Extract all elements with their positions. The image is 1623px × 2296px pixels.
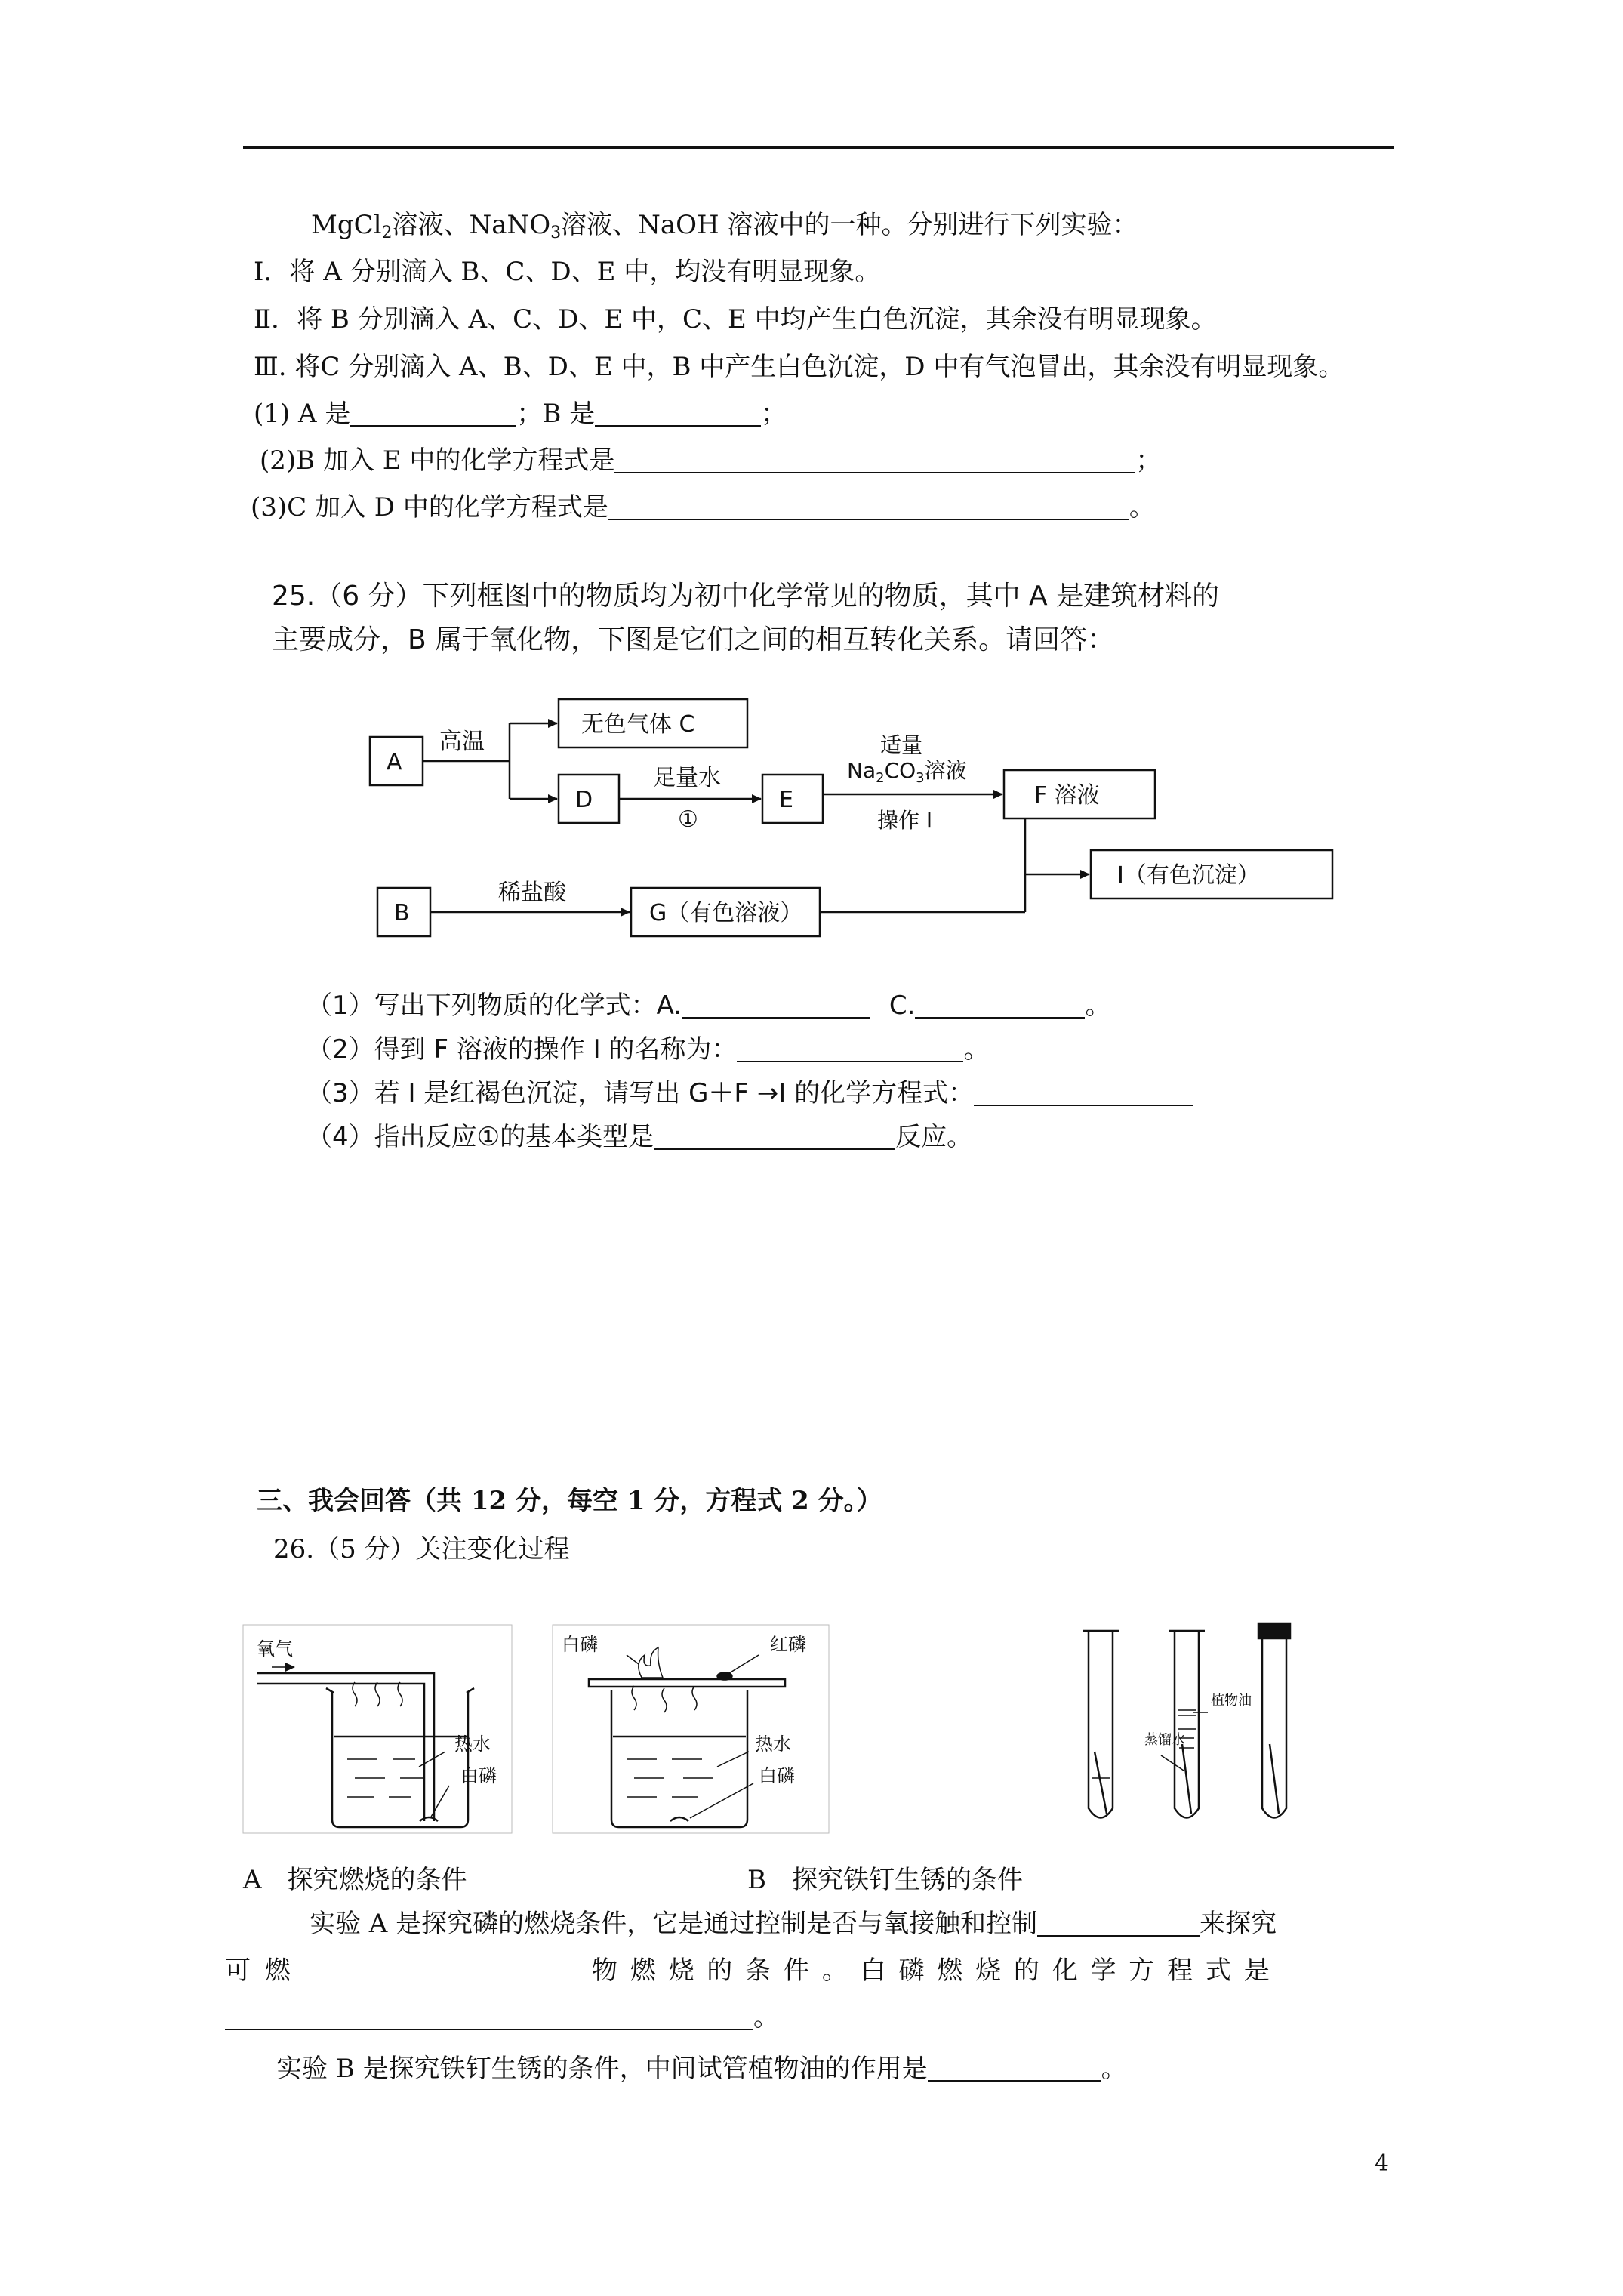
answer-blank-op1[interactable]	[737, 1037, 963, 1062]
label-white-phosphorus: 白磷	[460, 1765, 497, 1786]
q25-stem-line1: 25.（6 分）下列框图中的物质均为初中化学常见的物质，其中 A 是建筑材料的	[272, 581, 1220, 612]
label-op1: 操作 I	[877, 808, 933, 833]
answer-blank-eq-cd[interactable]	[608, 495, 1129, 520]
label-I: I（有色沉淀）	[1117, 862, 1260, 889]
label-white-phosphorus-b: 白磷	[759, 1765, 795, 1786]
answer-blank-eq-be[interactable]	[614, 448, 1135, 473]
label-red-phosphorus: 红磷	[770, 1634, 806, 1655]
figure-c-test-tubes	[1072, 1616, 1313, 1835]
answer-blank-A[interactable]	[682, 993, 870, 1019]
label-oxygen: 氧气	[257, 1638, 293, 1660]
caption-b: B 探究铁钉生锈的条件	[747, 1865, 1023, 1895]
label-acid: 稀盐酸	[498, 880, 566, 906]
label-high-temp: 高温	[439, 729, 485, 755]
q24-step1: Ⅰ．将 A 分别滴入 B、C、D、E 中，均没有明显现象。	[254, 257, 881, 287]
label-water: 足量水	[653, 765, 721, 791]
label-G: G（有色溶液）	[649, 900, 803, 926]
label-na2co3: $Na_2CO_3$溶液	[847, 758, 967, 786]
q25-sub3: （3）若 I 是红褐色沉淀，请写出 G＋F →I 的化学方程式：	[306, 1078, 1193, 1108]
answer-blank-eq-gf[interactable]	[974, 1080, 1193, 1106]
q26-para-1: 实验 A 是探究磷的燃烧条件，它是通过控制是否与氧接触和控制 来探究	[310, 1909, 1277, 1939]
q25-sub2: （2）得到 F 溶液的操作 I 的名称为： 。	[306, 1034, 990, 1065]
q26-para-2b: 物 燃 烧 的 条 件 。 白 磷 燃 烧 的 化 学 方 程 式 是	[592, 1955, 1272, 1986]
q26-para-4: 实验 B 是探究铁钉生锈的条件，中间试管植物油的作用是 。	[276, 2054, 1127, 2084]
figure-a-beaker	[242, 1623, 513, 1835]
label-na-top: 适量	[880, 732, 923, 757]
q24-part1: (1) A 是 ；B 是 ；	[254, 399, 787, 429]
figure-b-beaker	[551, 1623, 830, 1835]
label-distilled-water: 蒸馏水	[1144, 1732, 1185, 1748]
page-number: 4	[1374, 2150, 1389, 2177]
label-white-phosphorus-top: 白磷	[562, 1634, 598, 1655]
q24-intro: MgCl$_2$溶液、NaNO$_3$溶液、NaOH 溶液中的一种。分别进行下列实验：	[311, 210, 1138, 242]
answer-blank-white-p-equation[interactable]	[225, 2005, 753, 2030]
q26-para-3: 。	[225, 2002, 779, 2032]
answer-blank-reaction-type[interactable]	[654, 1124, 895, 1150]
caption-a: A 探究燃烧的条件	[243, 1865, 467, 1895]
label-plant-oil: 植物油	[1211, 1693, 1252, 1709]
q25-sub1: （1）写出下列物质的化学式：A. C. 。	[306, 991, 1111, 1021]
label-E: E	[779, 787, 793, 813]
q26-title: 26.（5 分）关注变化过程	[273, 1534, 570, 1564]
q26-para-2a: 可 燃	[225, 1955, 294, 1986]
answer-blank-a[interactable]	[350, 401, 516, 427]
q24-step2: Ⅱ．将 B 分别滴入 A、C、D、E 中，C、E 中均产生白色沉淀，其余没有明显现象。	[254, 304, 1217, 334]
q24-part2: (2)B 加入 E 中的化学方程式是 ；	[260, 445, 1162, 476]
label-B: B	[394, 900, 410, 926]
label-circle-1: ①	[678, 806, 698, 833]
section-3-heading: 三、我会回答（共 12 分，每空 1 分，方程式 2 分。）	[257, 1486, 882, 1516]
answer-blank-b[interactable]	[595, 401, 761, 427]
label-F: F 溶液	[1034, 782, 1100, 809]
q24-step3: Ⅲ. 将C 分别滴入 A、B、D、E 中，B 中产生白色沉淀，D 中有气泡冒出，其余没有明显现象。	[254, 352, 1344, 382]
label-hot-water-b: 热水	[755, 1734, 791, 1755]
answer-blank-oil-role[interactable]	[928, 2056, 1101, 2082]
q25-flow-diagram	[355, 680, 1351, 966]
label-D: D	[575, 787, 593, 813]
label-hot-water: 热水	[454, 1734, 491, 1755]
q25-stem-line2: 主要成分，B 属于氧化物，下图是它们之间的相互转化关系。请回答：	[272, 624, 1115, 655]
answer-blank-control[interactable]	[1037, 1911, 1200, 1937]
label-A: A	[387, 749, 402, 775]
q24-part3: (3)C 加入 D 中的化学方程式是 。	[251, 492, 1155, 522]
label-C: 无色气体 C	[581, 711, 695, 738]
header-rule	[243, 146, 1394, 149]
q25-sub4: （4）指出反应①的基本类型是 反应。	[306, 1122, 973, 1152]
answer-blank-C[interactable]	[915, 993, 1085, 1019]
